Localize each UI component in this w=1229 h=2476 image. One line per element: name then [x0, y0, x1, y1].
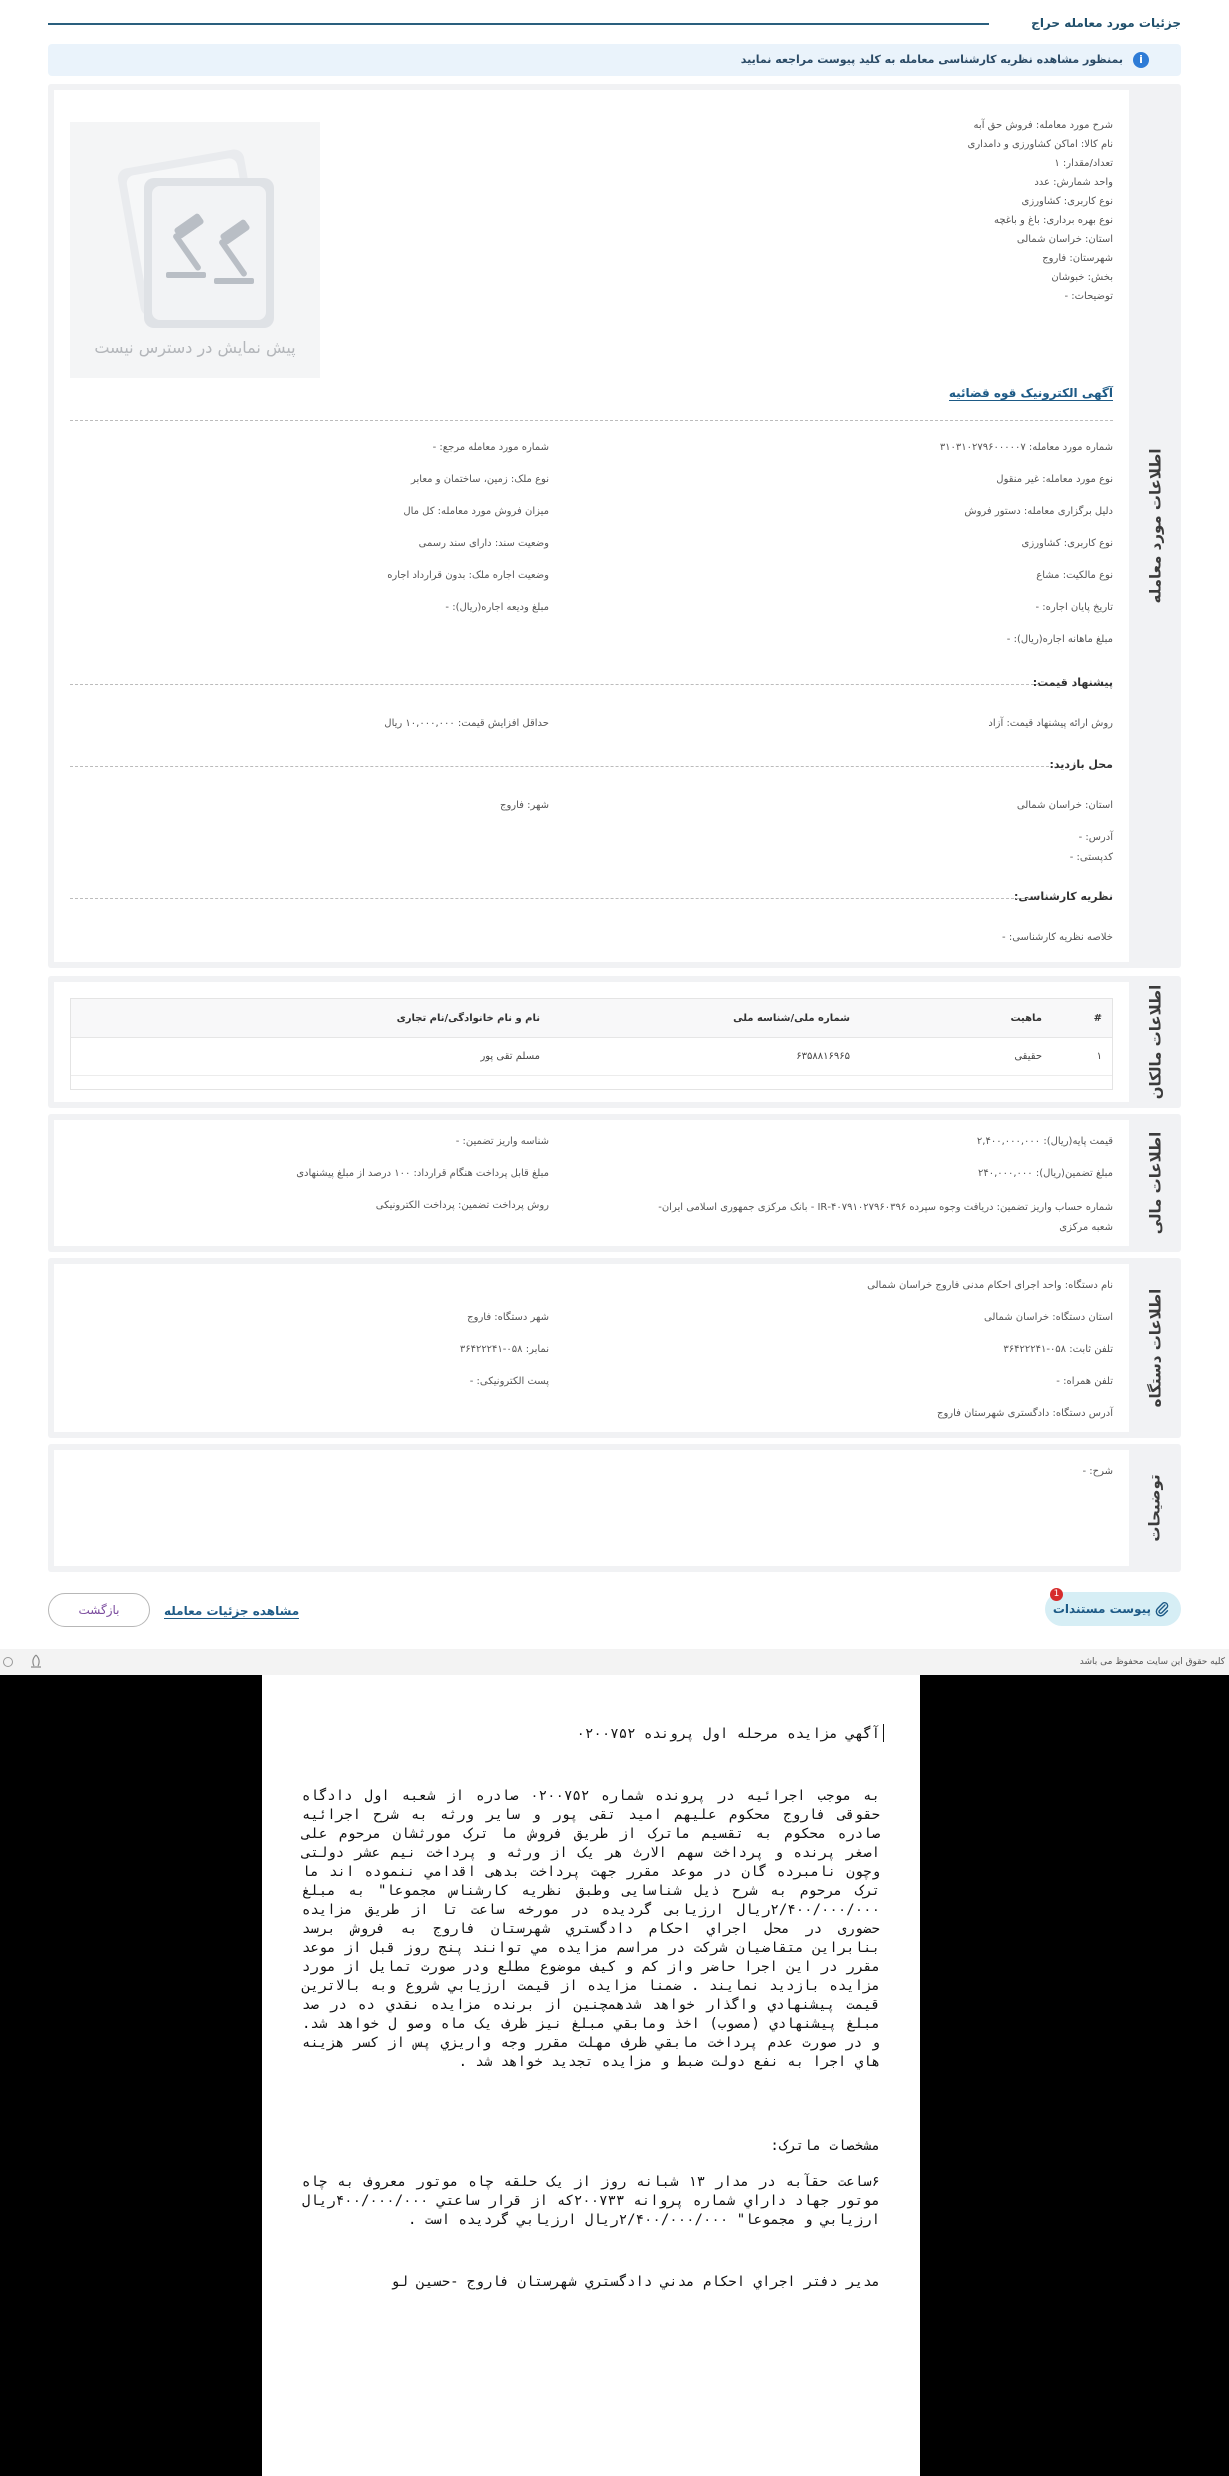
offer-title: پیشنهاد قیمت: [1032, 676, 1113, 689]
owners-table [70, 998, 1113, 1090]
detail-shomareh: شماره مورد معامله: ۳۱۰۳۱۰۲۷۹۶۰۰۰۰۰۷ [939, 442, 1113, 453]
info-icon: i [1133, 52, 1149, 68]
finance-section [48, 1114, 1181, 1252]
detail-vaziat-ejareh: وضعیت اجاره ملک: بدون قرارداد اجاره [387, 570, 549, 581]
logo-icon [2, 1656, 14, 1668]
detail-shomareh-marja: شماره مورد معامله مرجع: - [432, 442, 549, 453]
detail-no-melk: نوع ملک: زمین، ساختمان و معابر [411, 474, 549, 485]
document-paragraph-2: ۶ساعت حقآبه در مدار ۱۳ شبانه روز از يک حلقه چاه موتور معروف به چاه موتور جهاد داراي شماره پروانه ۲۰۰۷۳۳که از قرار ساعتي ۴۰۰/۰۰۰/۰۰۰ريال ارزيابي و مجموعا" ۲/۴۰۰/۰۰۰/۰۰۰ريال ارزيابي گرديده است . [302, 2174, 880, 2228]
owners-table-header [71, 999, 1112, 1038]
owners-section [48, 976, 1181, 1108]
expert-kholaseh: خلاصه نظریه کارشناسی: - [1002, 932, 1113, 943]
expert-title: نظریه کارشناسی: [1014, 890, 1113, 903]
finance-gharardad: مبلغ قابل پرداخت هنگام قرارداد: ۱۰۰ درصد از مبلغ پیشنهادی [296, 1168, 549, 1179]
footer-copyright: کلیه حقوق این سایت محفوظ می باشد [1079, 1657, 1225, 1667]
device-title-wrap [1131, 1258, 1179, 1438]
row-type: حقیقی [1014, 1051, 1042, 1062]
divider [70, 684, 1039, 685]
header-divider [48, 23, 989, 25]
detail-no-mored: نوع مورد معامله: غیر منقول [996, 474, 1113, 485]
summary-bahreh: نوع بهره برداری: باغ و باغچه [993, 215, 1113, 226]
row-national-id: ۶۳۵۸۸۱۶۹۶۵ [796, 1051, 850, 1062]
divider [70, 898, 1029, 899]
owners-body [54, 982, 1129, 1102]
document-page [262, 1675, 920, 2476]
detail-mizan: میزان فروش مورد معامله: کل مال [403, 506, 549, 517]
document-paragraph-1: به موجب اجرائيه در پرونده شماره ۰۲۰۰۷۵۲ صادره از شعبه اول دادگاه حقوقی فاروج محکوم عليهم اميد تقی پور و ساير ورثه به شرح اجرائيه صادره محکوم به تقسيم ماترک از طريق فروش ما ترک مورثشان مرحوم علی اصغر پرنده و پرداخت سهم الارث هر يک از ورثه و پرداخت نيم عشر دولتی وچون نامبرده گان در موعد مقرر جهت پرداخت بدهی اقدامي ننموده اند ما ترک مرحوم به شرح ذيل شناسايی وطبق نظريه کارشناس مجموعا" به مبلغ ۲/۴۰۰/۰۰۰/۰۰۰ريال ارزيابی گرديده در مورخه ساعت تا از طريق مزايده حضوری در محل اجراي احکام دادگستري شهرستان فاروج به فروش برسد بنابراين متقاضيان شرکت در مراسم مزايده مي توانند پنج روز قبل از موعد مقرر در اين اجرا حاضر واز کم و کيف موضوع مطلع ودر صورت تمايل از مورد مزايده بازديد نمايند . ضمنا مزايده از قيمت ارزيابي شروع وبه بالاترين قيمت پيشنهادي واگذار خواهد شدهمچنين از برنده مزايده نقدي ده در صد مبلغ پيشنهادي (مصوب) اخذ ومابقي مبلغ نيز ظرف يک ماه وصو ل خواهد شد. و در صورت عدم پرداخت مابقي ظرف مهلت مقرر وجه واريزي پس از کسر هزينه هاي اجرا به نفع دولت ضبط و مزايده تجديد خواهد شد . [302, 1788, 881, 2070]
page-title: جزئیات مورد معامله حراج [1031, 16, 1181, 30]
attachments-label: پیوست مستندات [1052, 1602, 1151, 1616]
finance-ravesh-pardakht: روش پرداخت تضمین: پرداخت الکترونیکی [375, 1200, 549, 1211]
visit-codeposti: کدپستی: - [1069, 852, 1113, 863]
preview-text: پیش نمایش در دسترس نیست [94, 338, 296, 357]
description-sharh: شرح: - [1082, 1466, 1113, 1477]
offer-ravesh: روش ارائه پیشنهاد قیمت: آزاد [988, 718, 1113, 729]
back-label: بازگشت [78, 1603, 120, 1617]
detail-mahaneh: مبلغ ماهانه اجاره(ریال): - [1006, 634, 1113, 645]
visit-title: محل بازدید: [1049, 758, 1113, 771]
deal-info-title: اطلاعات مورد معامله [1146, 448, 1165, 604]
finance-mablagh-tazmin: مبلغ تضمین(ریال): ۲۴۰,۰۰۰,۰۰۰ [977, 1168, 1113, 1179]
summary-shahrestan: شهرستان: فاروج [1042, 253, 1113, 264]
summary-ostan: استان: خراسان شمالی [1016, 234, 1113, 245]
deal-info-title-wrap [1131, 84, 1179, 968]
device-ostan: استان دستگاه: خراسان شمالی [984, 1312, 1113, 1323]
detail-vaziat-sanad: وضعیت سند: دارای سند رسمی [418, 538, 549, 549]
finance-body [54, 1120, 1129, 1246]
detail-no-karbari: نوع کاربری: کشاورزی [1021, 538, 1113, 549]
emblem-icon [28, 1654, 44, 1670]
owners-title-wrap [1131, 976, 1179, 1108]
visit-ostan: استان: خراسان شمالی [1016, 800, 1113, 811]
device-section [48, 1258, 1181, 1438]
document-title-cursor [883, 1724, 884, 1742]
summary-vahed: واحد شمارش: عدد [1034, 177, 1113, 188]
owners-title: اطلاعات مالکان [1146, 984, 1165, 1100]
summary-sharh: شرح مورد معامله: فروش حق آبه [973, 120, 1113, 131]
device-title: اطلاعات دستگاه [1146, 1288, 1164, 1408]
detail-malekiat: نوع مالکیت: مشاع [1036, 570, 1113, 581]
finance-title-wrap [1131, 1114, 1179, 1252]
summary-karbari: نوع کاربری: کشاورزی [1021, 196, 1113, 207]
row-index: ۱ [1096, 1051, 1102, 1062]
description-title: توضیحات [1146, 1474, 1165, 1542]
divider [70, 766, 1049, 767]
preview-box [70, 122, 320, 378]
paperclip-icon [1155, 1601, 1169, 1617]
visit-shahr: شهر: فاروج [500, 800, 549, 811]
row-name: مسلم تقی پور [480, 1051, 540, 1062]
device-telefon-sabet: تلفن ثابت: ۰۵۸-۳۶۴۲۲۲۴۱ [1003, 1344, 1113, 1355]
table-row [71, 1037, 1112, 1076]
summary-bakhsh: بخش: خبوشان [1051, 272, 1113, 283]
offer-hadeaghal: حداقل افزایش قیمت: ۱۰,۰۰۰,۰۰۰ ریال [384, 718, 549, 729]
document-paragraph-2-title: مشخصات ماترک: [770, 2138, 880, 2154]
document-title: آگهي مزايده مرحله اول پرونده ۰۲۰۰۷۵۲ [576, 1726, 880, 1742]
detail-dalil: دلیل برگزاری معامله: دستور فروش [964, 506, 1113, 517]
back-button[interactable] [48, 1593, 150, 1627]
device-adres: آدرس دستگاه: دادگستری شهرستان فاروج [937, 1408, 1113, 1419]
divider [70, 420, 1113, 421]
footer [0, 1649, 1229, 1675]
device-email: پست الکترونیکی: - [469, 1376, 549, 1387]
attachments-count-badge: 1 [1050, 1588, 1063, 1601]
col-name: نام و نام خانوادگی/نام تجاری [396, 1013, 540, 1024]
deal-info-section [48, 84, 1181, 968]
description-title-wrap [1131, 1444, 1179, 1572]
description-body [54, 1450, 1129, 1566]
col-index: # [1093, 1013, 1102, 1024]
summary-tedad: تعداد/مقدار: ۱ [1054, 158, 1113, 169]
finance-title: اطلاعات مالی [1146, 1131, 1164, 1235]
view-deal-details-link[interactable]: مشاهده جزئیات معامله [164, 1604, 300, 1618]
device-shahr: شهر دستگاه: فاروج [467, 1312, 549, 1323]
finance-shenaseh-variz: شناسه واریز تضمین: - [455, 1136, 549, 1147]
col-national-id: شماره ملی/شناسه ملی [733, 1013, 850, 1024]
device-name: نام دستگاه: واحد اجرای احکام مدنی فاروج خراسان شمالی [867, 1280, 1113, 1291]
finance-gheymat-paieh: قیمت پایه(ریال): ۲,۴۰۰,۰۰۰,۰۰۰ [976, 1136, 1113, 1147]
info-banner [48, 44, 1181, 76]
detail-tarikh-ejareh: تاریخ پایان اجاره: - [1035, 602, 1113, 613]
judiciary-ad-link[interactable]: آگهی الکترونیک قوه قضائیه [948, 386, 1113, 400]
device-hamrah: تلفن همراه: - [1056, 1376, 1113, 1387]
banner-text: بمنظور مشاهده نظریه کارشناسی معامله به کلید پیوست مراجعه نمایید [740, 53, 1123, 66]
attachments-button[interactable] [1045, 1589, 1181, 1626]
document-signature: مدير دفتر اجراي احکام مدني دادگستري شهرستان فاروج -حسين لو [391, 2274, 880, 2290]
description-section [48, 1444, 1181, 1572]
summary-tozihat: توضیحات: - [1064, 291, 1113, 302]
detail-vadieh: مبلغ ودیعه اجاره(ریال): - [445, 602, 549, 613]
deal-info-body [54, 90, 1129, 962]
finance-hesab: شماره حساب واریز تضمین: دریافت وجوه سپرده ۴۰۷۹۱۰۲۷۹۶۰۳۹۶-IR - بانک مرکزی جمهوری اسلامی ایران- شعبه مرکزی [658, 1202, 1113, 1233]
device-body [54, 1264, 1129, 1432]
visit-adres: آدرس: - [1078, 832, 1113, 843]
col-type: ماهیت [1010, 1013, 1042, 1024]
device-namabar: نمابر: ۰۵۸-۳۶۴۲۲۲۴۱ [459, 1344, 549, 1355]
summary-kala: نام کالا: اماکن کشاورزی و دامداری [967, 139, 1113, 150]
